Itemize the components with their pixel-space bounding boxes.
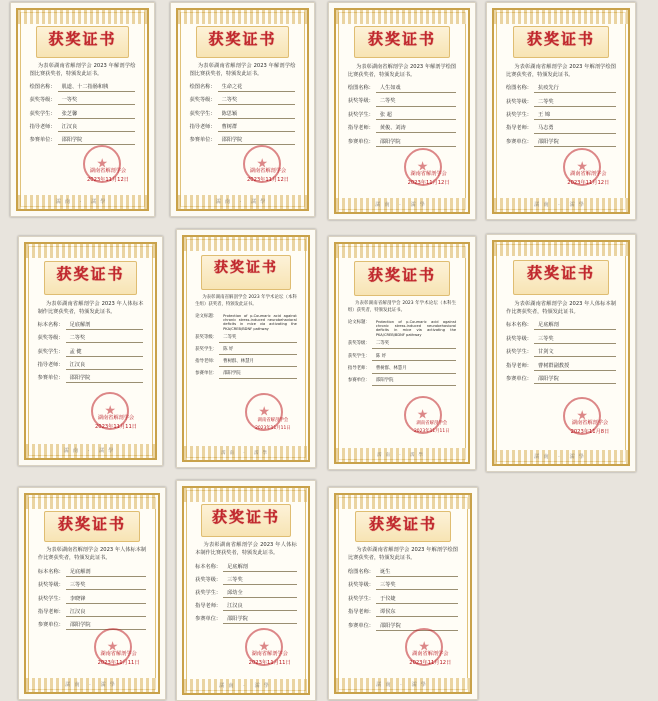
certificate-border — [334, 8, 470, 214]
field-award-level-value: 二等奖 — [534, 98, 616, 107]
certificate-seal-block — [414, 420, 450, 434]
certificate-fields — [38, 568, 146, 631]
certificate-border — [182, 486, 310, 695]
certificate-body — [38, 546, 146, 634]
certificate-border — [24, 493, 160, 694]
certificate-title: 获奖证书 — [208, 29, 277, 48]
certificate-footer: 濡南 · 濡學 — [219, 682, 273, 689]
certificate-border — [334, 242, 470, 464]
field-advisor — [195, 359, 297, 367]
field-award-level-value: 二等奖 — [376, 97, 456, 106]
certificate-title: 获奖证书 — [526, 263, 595, 282]
field-award-level — [38, 581, 146, 590]
field-subject-value: 足底解剖 — [223, 563, 297, 572]
field-advisor-label: 指导老师： — [195, 602, 222, 609]
field-subject-value: Protection of p-Coumaric acid against chronic stress-induced neurobehavioral deficits in mice via activating the PKA/CREB/BDNF pathway — [223, 313, 297, 331]
certificate-body — [348, 546, 458, 635]
field-student-value: 孟 健 — [66, 348, 144, 357]
certificate-lead: 为表彰湖南省解剖学会 2023 年人体标本制作比赛获奖者，特颁发此证书。 — [37, 300, 144, 315]
field-student — [348, 595, 458, 604]
ornament-top-icon — [184, 237, 308, 251]
field-subject-value: 生命之花 — [218, 83, 296, 92]
field-subject — [38, 568, 146, 577]
field-advisor-label: 指导老师： — [29, 123, 56, 130]
ornament-top-icon — [494, 242, 628, 256]
field-unit-label: 参赛单位： — [189, 137, 216, 144]
certificate-seal-block — [98, 650, 140, 666]
field-subject-label: 绘图名称： — [506, 85, 532, 92]
field-unit — [348, 622, 458, 631]
field-advisor-value: 曹树群副教授 — [534, 362, 616, 371]
field-student-value: 陈 妤 — [372, 354, 456, 362]
certificate-seal-block — [95, 414, 137, 430]
field-advisor-label: 指导老师： — [348, 609, 374, 616]
field-award-level-value: 三等奖 — [223, 576, 297, 585]
field-unit-label: 参赛单位： — [37, 375, 64, 382]
field-student-value: 于仪婕 — [376, 595, 458, 604]
field-subject — [348, 84, 456, 93]
certificate-seal-block — [408, 170, 450, 186]
issuing-organization: 湖南省解剖学会 — [100, 651, 137, 658]
field-student-label: 获奖学生： — [347, 111, 374, 118]
field-advisor-value: 谭侯东 — [376, 608, 458, 617]
certificate-footer: 濡南 · 濡學 — [534, 453, 588, 460]
field-advisor-value: 曹树群 — [218, 123, 296, 132]
certificate-body — [195, 295, 297, 383]
certificate-border — [492, 240, 630, 466]
ornament-top-icon — [26, 495, 158, 509]
field-award-level-value: 二等奖 — [218, 96, 296, 105]
certificate-lead: 为表彰湖南省解剖学会 2023 年人体标本制作比赛获奖者，特颁发此证书。 — [195, 542, 297, 557]
field-unit-label: 参赛单位： — [195, 370, 218, 376]
field-award-level — [195, 335, 297, 343]
certificate-body — [506, 300, 616, 389]
field-student-label: 获奖学生： — [29, 110, 56, 117]
certificate-card[interactable] — [328, 487, 478, 700]
field-award-level-label: 获奖等级： — [29, 97, 56, 104]
certificate-lead: 为表彰湖南省解剖学会 2023 年解剖学绘图比赛获奖者，特颁发此证书。 — [348, 547, 458, 562]
field-advisor-label: 指导老师： — [506, 362, 532, 369]
field-award-level-value: 二等奖 — [372, 341, 456, 349]
certificate-fields — [190, 83, 296, 145]
ornament-top-icon — [184, 488, 308, 502]
field-subject-value: 人生如戏 — [376, 84, 456, 93]
certificate-title: 获奖证书 — [211, 508, 280, 527]
field-unit — [38, 374, 144, 383]
field-unit-label: 参赛单位： — [29, 137, 56, 144]
certificate-fields — [195, 563, 297, 625]
field-advisor — [38, 361, 144, 370]
field-student-label: 获奖学生： — [195, 346, 218, 352]
certificate-lead: 为表彰湖南省解剖学会 2023 年学术论坛（本科生组）获奖者，特颁发此证书。 — [347, 300, 457, 313]
field-advisor-value: 曹树群、林慧月 — [372, 366, 456, 374]
certificate-fields — [506, 321, 616, 384]
field-subject-label: 论文标题： — [195, 313, 218, 319]
field-student — [506, 111, 616, 120]
certificate-fields — [38, 321, 144, 383]
field-advisor — [195, 602, 297, 611]
issue-date: 2023年11月8日 — [570, 429, 610, 436]
field-advisor — [506, 362, 616, 371]
field-advisor-label: 指导老师： — [347, 125, 374, 132]
ornament-top-icon — [494, 10, 628, 24]
field-award-level-value: 三等奖 — [534, 335, 616, 344]
certificate-title: 获奖证书 — [367, 265, 436, 284]
field-unit — [506, 375, 616, 384]
ornament-top-icon — [336, 10, 468, 24]
certificate-card[interactable] — [328, 2, 476, 220]
field-student-label: 获奖学生： — [37, 595, 64, 602]
field-subject-value: 足底解剖 — [534, 321, 616, 330]
field-unit — [38, 621, 146, 630]
issuing-organization: 湖南省解剖学会 — [412, 651, 449, 658]
field-student-label: 获奖学生： — [37, 348, 64, 355]
field-subject-label: 绘图名称： — [348, 568, 374, 575]
issuing-organization: 湖南省解剖学会 — [410, 170, 447, 177]
certificate-lead: 为表彰湖南省解剖学会 2023 年解剖学绘图比赛获奖者，特颁发此证书。 — [29, 62, 136, 77]
issue-date: 2023年11月11日 — [94, 424, 137, 431]
field-student-value: 王 锦 — [534, 111, 616, 120]
certificate-body — [348, 63, 456, 151]
field-unit-label: 参赛单位： — [506, 376, 532, 383]
certificate-lead: 为表彰湖南省解剖学会 2023 年人体标本制作比赛获奖者，特颁发此证书。 — [37, 547, 147, 562]
field-subject — [30, 83, 136, 92]
certificate-body — [506, 63, 616, 152]
field-subject — [348, 320, 456, 337]
field-student-value: 甘剑文 — [534, 348, 616, 357]
certificate-footer: 濡南 · 濡學 — [65, 682, 119, 689]
field-advisor — [190, 123, 296, 132]
certificate-footer: 濡南 · 濡學 — [63, 447, 118, 454]
field-subject-value: 抗疫先行 — [534, 84, 616, 93]
field-subject-label: 绘图名称： — [347, 85, 374, 92]
field-subject — [195, 314, 297, 331]
ornament-top-icon — [18, 10, 147, 24]
field-award-level — [38, 334, 144, 343]
certificate-title: 获奖证书 — [57, 514, 126, 533]
certificate-fields — [348, 320, 456, 386]
field-award-level-label: 获奖等级： — [506, 98, 532, 105]
field-unit-value: 邵阳学院 — [534, 375, 616, 384]
field-award-level-label: 获奖等级： — [195, 576, 222, 583]
issuing-organization: 湖南省解剖学会 — [570, 170, 607, 177]
field-student — [190, 110, 296, 119]
field-unit-label: 参赛单位： — [347, 138, 374, 145]
certificate-border — [176, 8, 309, 211]
field-award-level-value: 三等奖 — [376, 581, 458, 590]
field-student-label: 获奖学生： — [506, 349, 532, 356]
certificate-fields — [348, 84, 456, 147]
certificate-body — [30, 62, 136, 150]
certificate-title: 获奖证书 — [526, 30, 595, 49]
issuing-organization: 湖南省解剖学会 — [251, 651, 288, 658]
ornament-top-icon — [26, 244, 155, 258]
field-student — [38, 595, 146, 604]
certificate-footer: 濡南 · 濡學 — [215, 199, 270, 206]
field-unit — [195, 371, 297, 379]
certificate-card[interactable] — [486, 2, 636, 220]
field-student-label: 获奖学生： — [347, 353, 370, 359]
field-award-level-label: 获奖等级： — [195, 335, 218, 341]
field-unit-value: 邵阳学院 — [219, 371, 297, 379]
certificate-body — [195, 541, 297, 628]
field-student — [348, 111, 456, 120]
field-student — [195, 589, 297, 598]
issuing-organization: 湖南省解剖学会 — [97, 415, 135, 422]
issuing-organization: 湖南省解剖学会 — [257, 418, 289, 424]
field-unit-value: 邵阳学院 — [372, 378, 456, 386]
issue-date: 2023年11月11日 — [255, 426, 291, 432]
field-advisor-label: 指导老师： — [37, 608, 64, 615]
field-student-value: 张芝馨 — [58, 110, 136, 119]
ornament-top-icon — [178, 10, 307, 24]
field-advisor-value: 江汉良 — [66, 608, 146, 617]
certificate-seal-block — [571, 419, 610, 435]
certificate-card[interactable] — [10, 2, 155, 217]
field-advisor-label: 指导老师： — [189, 123, 216, 130]
field-student — [195, 347, 297, 355]
field-advisor — [348, 366, 456, 374]
field-advisor-label: 指导老师： — [347, 365, 370, 371]
field-advisor — [348, 608, 458, 617]
field-unit-value: 邵阳学院 — [66, 621, 146, 630]
ornament-top-icon — [336, 244, 468, 258]
field-unit — [348, 378, 456, 386]
issue-date: 2023年11月11日 — [248, 660, 291, 667]
field-student-label: 获奖学生： — [506, 112, 532, 119]
certificate-body — [348, 301, 456, 390]
field-award-level-label: 获奖等级： — [348, 582, 374, 589]
field-unit-value: 邵阳学院 — [218, 136, 296, 145]
field-advisor-label: 指导老师： — [37, 361, 64, 368]
field-award-level-label: 获奖等级： — [347, 98, 374, 105]
certificate-fields — [195, 314, 297, 379]
issuing-organization: 湖南省解剖学会 — [571, 420, 609, 427]
field-advisor-label: 指导老师： — [195, 358, 218, 364]
certificate-lead: 为表彰湖南省解剖学会 2023 年解剖学绘图比赛获奖者，特颁发此证书。 — [347, 63, 457, 78]
certificate-fields — [348, 568, 458, 631]
certificate-footer: 濡南 · 濡學 — [375, 201, 429, 208]
issue-date: 2023年11月11日 — [97, 660, 140, 667]
certificate-title: 获奖证书 — [368, 514, 437, 533]
field-unit — [190, 136, 296, 145]
field-advisor — [506, 124, 616, 133]
field-award-level-label: 获奖等级： — [506, 335, 532, 342]
issue-date: 2023年11月12日 — [567, 179, 610, 186]
field-student — [348, 354, 456, 362]
issue-date: 2023年11月11日 — [414, 428, 450, 434]
field-unit-label: 参赛单位： — [506, 138, 532, 145]
field-unit-label: 参赛单位： — [348, 622, 374, 629]
certificate-border — [24, 242, 157, 460]
field-subject — [348, 568, 458, 577]
issue-date: 2023年11月12日 — [407, 179, 450, 186]
certificate-seal-block — [255, 417, 291, 431]
field-unit-label: 参赛单位： — [347, 377, 370, 383]
field-student-value: 陈思颖 — [218, 110, 296, 119]
field-student-value: 陈 妤 — [219, 347, 297, 355]
certificate-fields — [506, 84, 616, 147]
field-subject-label: 论文标题： — [347, 319, 370, 325]
field-award-level-value: 二等奖 — [219, 335, 297, 343]
field-award-level — [30, 96, 136, 105]
certificate-card[interactable] — [328, 236, 476, 470]
field-award-level — [348, 581, 458, 590]
field-unit-label: 参赛单位： — [37, 622, 64, 629]
issue-date: 2023年11月12日 — [86, 177, 129, 184]
field-award-level-value: 一等奖 — [58, 96, 136, 105]
field-subject-label: 标本名称： — [37, 322, 64, 329]
field-award-level-label: 获奖等级： — [347, 341, 370, 347]
field-unit-value: 邵阳学院 — [66, 374, 144, 383]
field-award-level-value: 二等奖 — [66, 334, 144, 343]
certificate-seal-block — [247, 167, 289, 183]
issue-date: 2023年11月12日 — [246, 177, 289, 184]
field-subject-label: 标本名称： — [506, 322, 532, 329]
certificate-border — [492, 8, 630, 214]
field-subject — [506, 84, 616, 93]
certificate-seal-block — [409, 650, 451, 666]
field-subject — [195, 563, 297, 572]
field-advisor-label: 指导老师： — [506, 125, 532, 132]
ornament-top-icon — [336, 495, 470, 509]
field-award-level-label: 获奖等级： — [37, 335, 64, 342]
field-unit-value: 邵阳学院 — [223, 615, 297, 624]
field-subject-value: 足底解剖 — [66, 568, 146, 577]
field-subject — [506, 321, 616, 330]
field-student-label: 获奖学生： — [195, 589, 222, 596]
field-student-value: 李晓锋 — [66, 595, 146, 604]
field-subject-label: 标本名称： — [195, 563, 222, 570]
field-award-level — [506, 335, 616, 344]
issuing-organization: 湖南省解剖学会 — [249, 168, 287, 175]
certificate-title: 获奖证书 — [367, 30, 436, 49]
certificate-footer: 濡南 · 濡學 — [55, 199, 110, 206]
field-advisor-value: 江汉良 — [66, 361, 144, 370]
certificate-footer: 濡南 · 濡學 — [534, 201, 588, 208]
field-student — [38, 348, 144, 357]
field-student — [506, 348, 616, 357]
field-student-value: 张 超 — [376, 111, 456, 120]
certificate-seal-block — [249, 650, 291, 666]
field-award-level — [195, 576, 297, 585]
certificate-footer: 濡南 · 濡學 — [221, 450, 271, 456]
field-subject-label: 标本名称： — [37, 568, 64, 575]
field-subject-value: Protection of p-Coumaric acid against chronic stress-induced neurobehavioral deficits in mice via activating the PKA/CREB/BDNF pathway — [375, 319, 457, 337]
certificate-lead: 为表彰湖南省解剖学会 2023 年学术论坛（本科生组）获奖者，特颁发此证书。 — [195, 294, 297, 307]
field-award-level — [506, 98, 616, 107]
field-award-level-value: 三等奖 — [66, 581, 146, 590]
field-student — [30, 110, 136, 119]
certificate-body — [190, 62, 296, 150]
issuing-organization: 湖南省解剖学会 — [89, 168, 127, 175]
field-unit — [506, 138, 616, 147]
certificate-title: 获奖证书 — [56, 265, 125, 284]
field-unit — [195, 615, 297, 624]
field-subject-value: 肌道、十二指肠和胰 — [58, 83, 136, 92]
certificate-body — [38, 300, 144, 388]
field-subject-value: 足底解剖 — [66, 321, 144, 330]
certificate-card[interactable] — [18, 487, 166, 700]
certificate-border — [334, 493, 472, 694]
issuing-organization: 湖南省解剖学会 — [416, 420, 448, 426]
field-unit — [30, 136, 136, 145]
certificate-lead: 为表彰湖南省解剖学会 2023 年人体标本制作比赛获奖者，特颁发此证书。 — [506, 300, 616, 315]
field-advisor — [38, 608, 146, 617]
certificate-border — [182, 235, 310, 462]
field-advisor-value: 江汉良 — [223, 602, 297, 611]
certificate-title: 获奖证书 — [214, 260, 278, 277]
field-unit-value: 邵阳学院 — [58, 136, 136, 145]
certificate-border — [16, 8, 149, 211]
field-subject — [38, 321, 144, 330]
certificate-card[interactable] — [170, 2, 315, 217]
field-student-value: 邱幼全 — [223, 589, 297, 598]
certificate-card[interactable] — [18, 236, 163, 466]
certificate-fields — [30, 83, 136, 145]
field-award-level — [190, 96, 296, 105]
field-advisor-value: 曹树群、林慧月 — [219, 359, 297, 367]
field-advisor — [348, 124, 456, 133]
field-unit — [348, 138, 456, 147]
field-advisor-value: 马志勇 — [534, 124, 616, 133]
certificate-footer: 濡南 · 濡學 — [377, 452, 427, 458]
field-award-level-label: 获奖等级： — [189, 97, 216, 104]
field-advisor — [30, 123, 136, 132]
issue-date: 2023年11月12日 — [409, 660, 452, 667]
certificate-card[interactable] — [486, 234, 636, 472]
field-student-label: 获奖学生： — [348, 595, 374, 602]
field-unit-value: 邵阳学院 — [376, 622, 458, 631]
field-student-label: 获奖学生： — [189, 110, 216, 117]
field-subject-label: 绘图名称： — [29, 84, 56, 91]
field-award-level — [348, 341, 456, 349]
certificate-card[interactable] — [176, 480, 316, 701]
certificate-lead: 为表彰湖南省解剖学会 2023 年解剖学绘图比赛获奖者，特颁发此证书。 — [506, 63, 616, 78]
field-award-level-label: 获奖等级： — [37, 582, 64, 589]
certificate-lead: 为表彰湖南省解剖学会 2023 年解剖学绘图比赛获奖者，特颁发此证书。 — [189, 62, 296, 77]
field-unit-label: 参赛单位： — [195, 616, 222, 622]
certificate-footer: 濡南 · 濡學 — [376, 682, 430, 689]
field-award-level — [348, 97, 456, 106]
field-subject-label: 绘图名称： — [189, 84, 216, 91]
certificate-card[interactable] — [176, 229, 316, 468]
field-unit-value: 邵阳学院 — [376, 138, 456, 147]
certificate-title: 获奖证书 — [48, 29, 117, 48]
field-subject — [190, 83, 296, 92]
field-subject-value: 诞生 — [376, 568, 458, 577]
field-advisor-value: 黄俊、刘涛 — [376, 124, 456, 133]
field-unit-value: 邵阳学院 — [534, 138, 616, 147]
certificate-seal-block — [87, 167, 129, 183]
field-advisor-value: 江汉良 — [58, 123, 136, 132]
certificate-seal-block — [567, 170, 609, 186]
